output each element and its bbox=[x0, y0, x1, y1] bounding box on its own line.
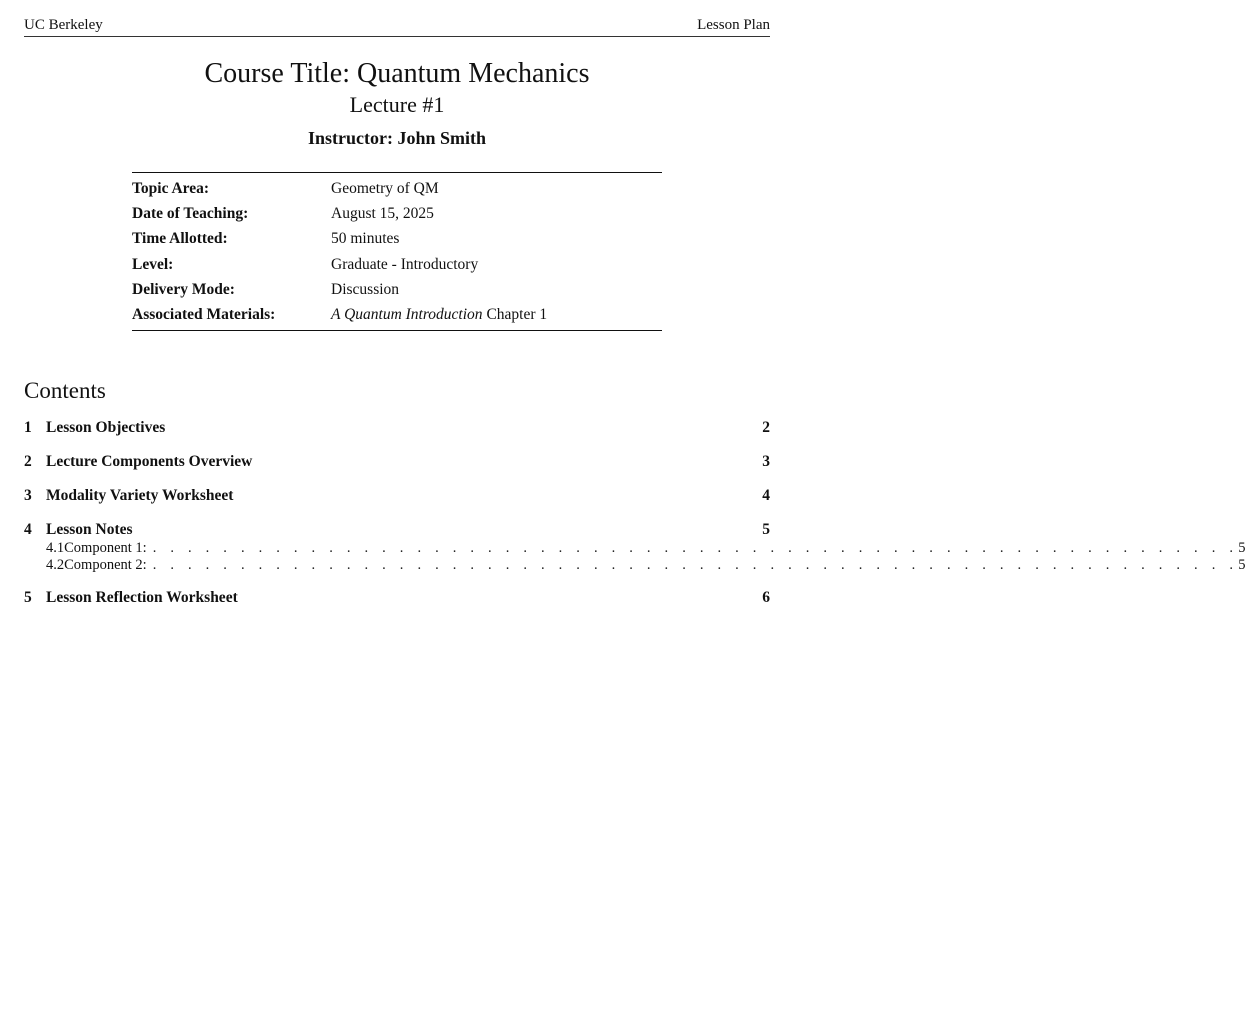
toc-page[interactable]: 4 bbox=[762, 487, 770, 504]
lecture-number: Lecture #1 bbox=[349, 92, 445, 117]
toc-page[interactable]: 5 bbox=[1238, 557, 1245, 573]
page-header bbox=[24, 17, 770, 37]
info-value: Discussion bbox=[331, 280, 400, 298]
info-label: Date of Teaching: bbox=[132, 204, 249, 222]
info-row-materials bbox=[132, 302, 662, 327]
info-value bbox=[331, 306, 662, 324]
toc-label[interactable]: Lesson Reflection Worksheet bbox=[46, 589, 238, 606]
toc-number: 2 bbox=[24, 453, 32, 470]
toc-label[interactable]: Component 2: bbox=[64, 557, 147, 573]
info-value: 50 minutes bbox=[331, 230, 400, 248]
toc-number: 4.1 bbox=[46, 540, 65, 556]
info-label: Level: bbox=[132, 255, 174, 273]
toc-page[interactable]: 3 bbox=[762, 453, 770, 470]
course-title: Course Title: Quantum Mechanics bbox=[204, 58, 590, 89]
info-value: August 15, 2025 bbox=[331, 204, 434, 222]
info-label: Time Allotted: bbox=[132, 230, 228, 248]
info-value: Graduate - Introductory bbox=[331, 255, 479, 273]
toc-page[interactable]: 5 bbox=[762, 521, 770, 538]
header-institution: UC Berkeley bbox=[24, 17, 103, 33]
toc-page[interactable]: 2 bbox=[762, 419, 770, 436]
info-row-time bbox=[132, 227, 662, 252]
header-doc-type: Lesson Plan bbox=[697, 17, 770, 33]
info-label: Associated Materials: bbox=[132, 306, 276, 324]
toc-entry[interactable] bbox=[24, 486, 770, 506]
toc-label[interactable]: Lecture Components Overview bbox=[46, 453, 253, 470]
toc-entry[interactable] bbox=[24, 452, 770, 472]
info-row-level bbox=[132, 252, 662, 277]
toc-number: 1 bbox=[24, 419, 32, 436]
table-of-contents bbox=[24, 418, 1245, 608]
toc-leader-dots: . . . . . . . . . . . . . . . . . . . . . . . . . . . . . . . . . . . . . . . . . . . . . . . . . . . . . . . . . . . . . . bbox=[152, 557, 1239, 573]
toc-label[interactable]: Lesson Objectives bbox=[46, 419, 166, 436]
contents-heading: Contents bbox=[24, 378, 106, 403]
info-value: Geometry of QM bbox=[331, 179, 439, 197]
toc-label[interactable]: Lesson Notes bbox=[46, 521, 133, 538]
lesson-info-table bbox=[132, 172, 662, 331]
info-row-topic bbox=[132, 176, 662, 201]
toc-leader-dots: . . . . . . . . . . . . . . . . . . . . . . . . . . . . . . . . . . . . . . . . . . . . . . . . . . . . . . . . . . . . . . bbox=[152, 540, 1239, 556]
toc-number: 5 bbox=[24, 589, 32, 606]
toc-number: 4.2 bbox=[46, 557, 65, 573]
info-label: Topic Area: bbox=[132, 179, 210, 197]
toc-entry[interactable] bbox=[24, 418, 770, 438]
chapter-ref: Chapter 1 bbox=[482, 306, 548, 324]
book-title: A Quantum Introduction bbox=[331, 306, 483, 324]
toc-entry[interactable] bbox=[24, 520, 770, 540]
info-label: Delivery Mode: bbox=[132, 280, 235, 298]
info-row-date bbox=[132, 201, 662, 226]
toc-page[interactable]: 5 bbox=[1238, 540, 1245, 556]
toc-subentry[interactable] bbox=[24, 540, 1245, 557]
toc-page[interactable]: 6 bbox=[762, 589, 770, 606]
toc-label[interactable]: Modality Variety Worksheet bbox=[46, 487, 234, 504]
instructor-name: Instructor: John Smith bbox=[307, 128, 486, 148]
toc-number: 4 bbox=[24, 521, 32, 538]
toc-label[interactable]: Component 1: bbox=[64, 540, 147, 556]
toc-entry[interactable] bbox=[24, 588, 770, 608]
toc-subentry[interactable] bbox=[24, 557, 1245, 574]
info-row-delivery bbox=[132, 277, 662, 302]
toc-number: 3 bbox=[24, 487, 32, 504]
